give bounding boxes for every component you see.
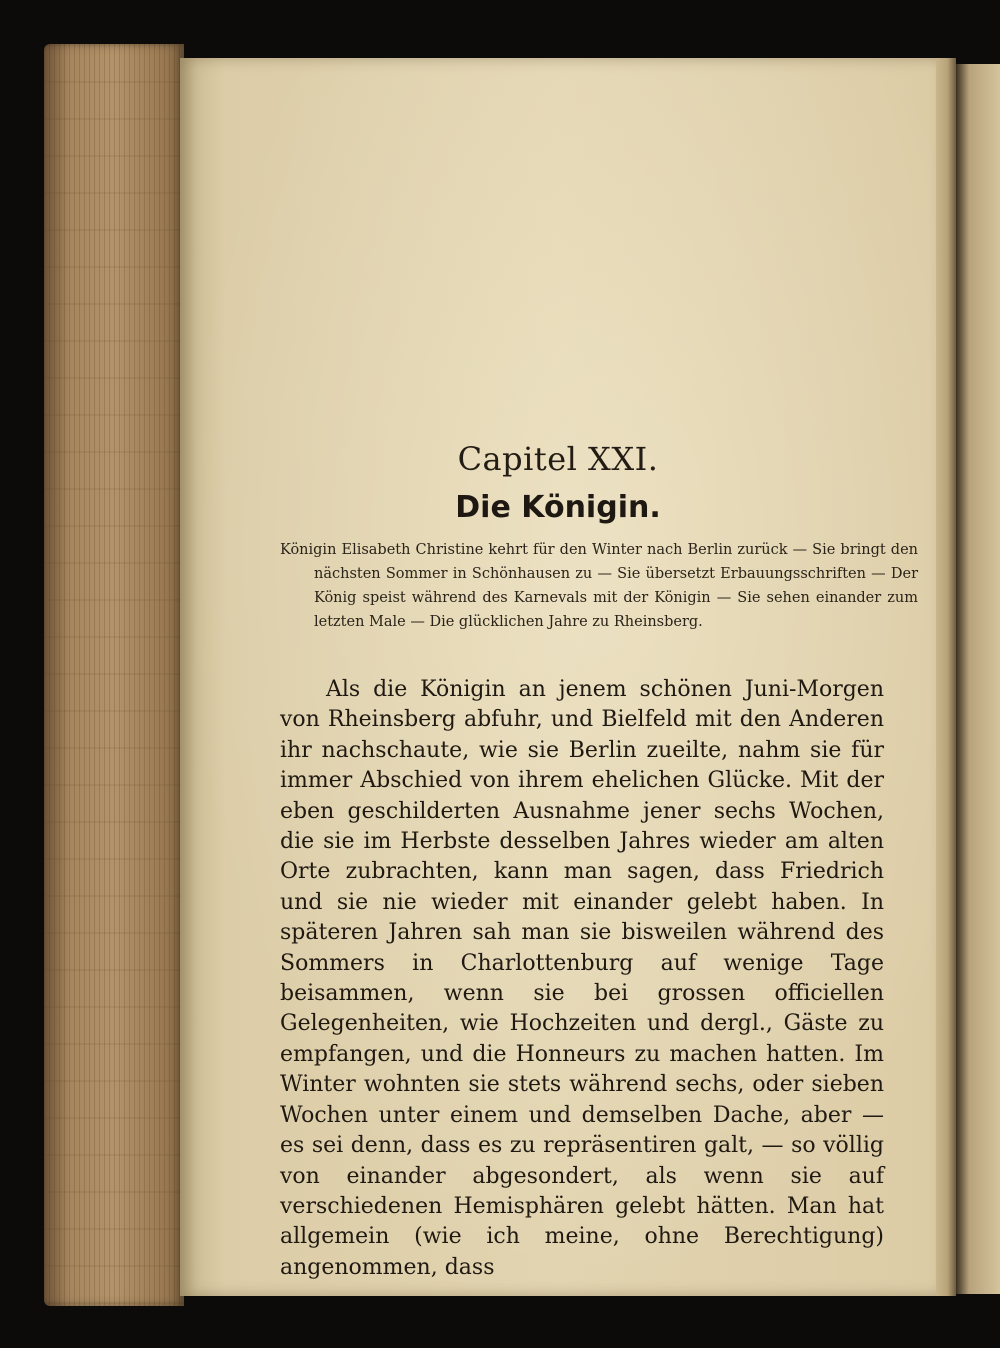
facing-page-edge [956,64,1000,1294]
chapter-number: Capitel XXI. [457,440,659,478]
chapter-summary [280,538,918,634]
book-page-edges [44,44,184,1306]
reverse-side-bleed [270,108,890,438]
chapter-summary-text: Königin Elisabeth Christine kehrt für den Winter nach Berlin zurück — Sie bringt den nächsten Sommer in Schönhausen zu — Sie übersetzt Erbauungsschriften — Der König speist während des Karnevals mit der Königin — Sie sehen einander zum letzten Male — Die glücklichen Jahre zu Rheinsberg. [280,542,918,630]
page-gutter-shadow [934,58,956,1296]
body-paragraph: Als die Königin an jenem schönen Juni-Morgen von Rheinsberg abfuhr, und Bielfeld mit den Anderen ihr nachschaute, wie sie Berlin zueilte, nahm sie für immer Abschied von ihrem ehelichen Glücke. Mit der eben geschilderten Ausnahme jener sechs Wochen, die sie im Herbste desselben Jahres wieder am alten Orte zubrachten, kann man sagen, dass Friedrich und sie nie wieder mit einander gelebt haben. In späteren Jahren sah man sie bisweilen während des Sommers in Charlottenburg auf wenige Tage beisammen, wenn sie bei grossen officiellen Gelegenheiten, wie Hochzeiten und dergl., Gäste zu empfangen, und die Honneurs zu machen hatten. Im Winter wohnten sie stets während sechs, oder sieben Wochen unter einem und demselben Dache, aber — es sei denn, dass es zu repräsentiren galt, — so völlig von einander abgesondert, als wenn sie auf verschiedenen Hemisphären gelebt hätten. Man hat allgemein (wie ich meine, ohne Berechtigung) angenommen, dass [280,677,884,1280]
book-page [180,58,936,1296]
chapter-title: Die Königin. [455,490,661,525]
